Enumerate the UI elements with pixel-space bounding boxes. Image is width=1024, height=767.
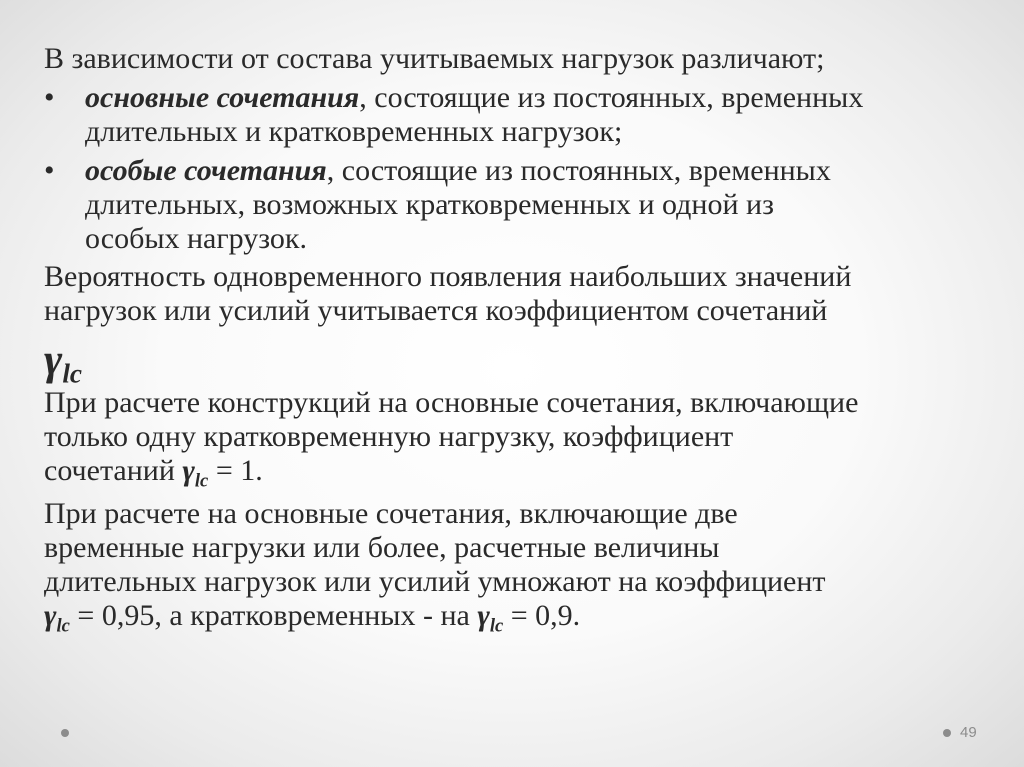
term-special-combinations: особые сочетания	[85, 154, 327, 187]
para2-line-1: При расчете на основные сочетания, включающие две	[44, 497, 738, 530]
bullet-text-rest: , состоящие из постоянных, временных	[326, 154, 831, 187]
probability-line-2: нагрузок или усилий учитывается коэффициентом сочетаний	[44, 294, 828, 327]
para2-line-2: временные нагрузки или более, расчетные величины	[44, 531, 720, 564]
bullet-text-rest: , состоящие из постоянных, временных	[359, 81, 864, 114]
gamma-lc-inline	[44, 599, 70, 637]
para1-line-2: только одну кратковременную нагрузку, коэффициент	[44, 420, 734, 453]
gamma-letter: γ	[477, 599, 490, 632]
para2-line-3: длительных нагрузок или усилий умножают на коэффициент	[44, 565, 826, 598]
bullet-line: длительных и кратковременных нагрузок;	[85, 115, 623, 148]
probability-line-1: Вероятность одновременного появления наибольших значений	[44, 260, 852, 293]
bullet-line: длительных, возможных кратковременных и одной из	[85, 188, 774, 221]
gamma-subscript: lc	[56, 615, 70, 637]
gamma-letter: γ	[44, 335, 63, 384]
nav-dot-right-icon	[943, 729, 951, 737]
bullet-line	[85, 154, 831, 188]
gamma-subscript: lc	[62, 358, 82, 389]
gamma-subscript: lc	[194, 470, 209, 492]
nav-dot-left-icon	[61, 729, 69, 737]
term-main-combinations: основные сочетания	[85, 81, 360, 114]
para2-line-4	[44, 599, 994, 637]
para2-value-1: = 0,95, а кратковременных - на	[69, 599, 478, 632]
gamma-lc-inline	[182, 454, 209, 492]
bullet-line: особых нагрузок.	[85, 222, 308, 255]
para1-prefix: сочетаний	[44, 454, 183, 487]
para2-value-2: = 0,9.	[503, 599, 581, 632]
gamma-lc-inline	[477, 599, 504, 637]
bullet-line	[85, 81, 863, 115]
bullet-marker: •	[44, 154, 55, 187]
para1-value: = 1.	[208, 454, 263, 487]
page-number: 49	[960, 724, 977, 741]
gamma-lc-symbol	[44, 335, 82, 389]
gamma-letter: γ	[44, 599, 57, 632]
gamma-letter: γ	[182, 454, 195, 487]
para1-line-3	[44, 454, 994, 492]
intro-text: В зависимости от состава учитываемых нагрузок различают;	[44, 42, 825, 75]
gamma-subscript: lc	[489, 615, 504, 637]
para1-line-1: При расчете конструкций на основные сочетания, включающие	[44, 386, 859, 419]
bullet-marker: •	[44, 81, 55, 114]
